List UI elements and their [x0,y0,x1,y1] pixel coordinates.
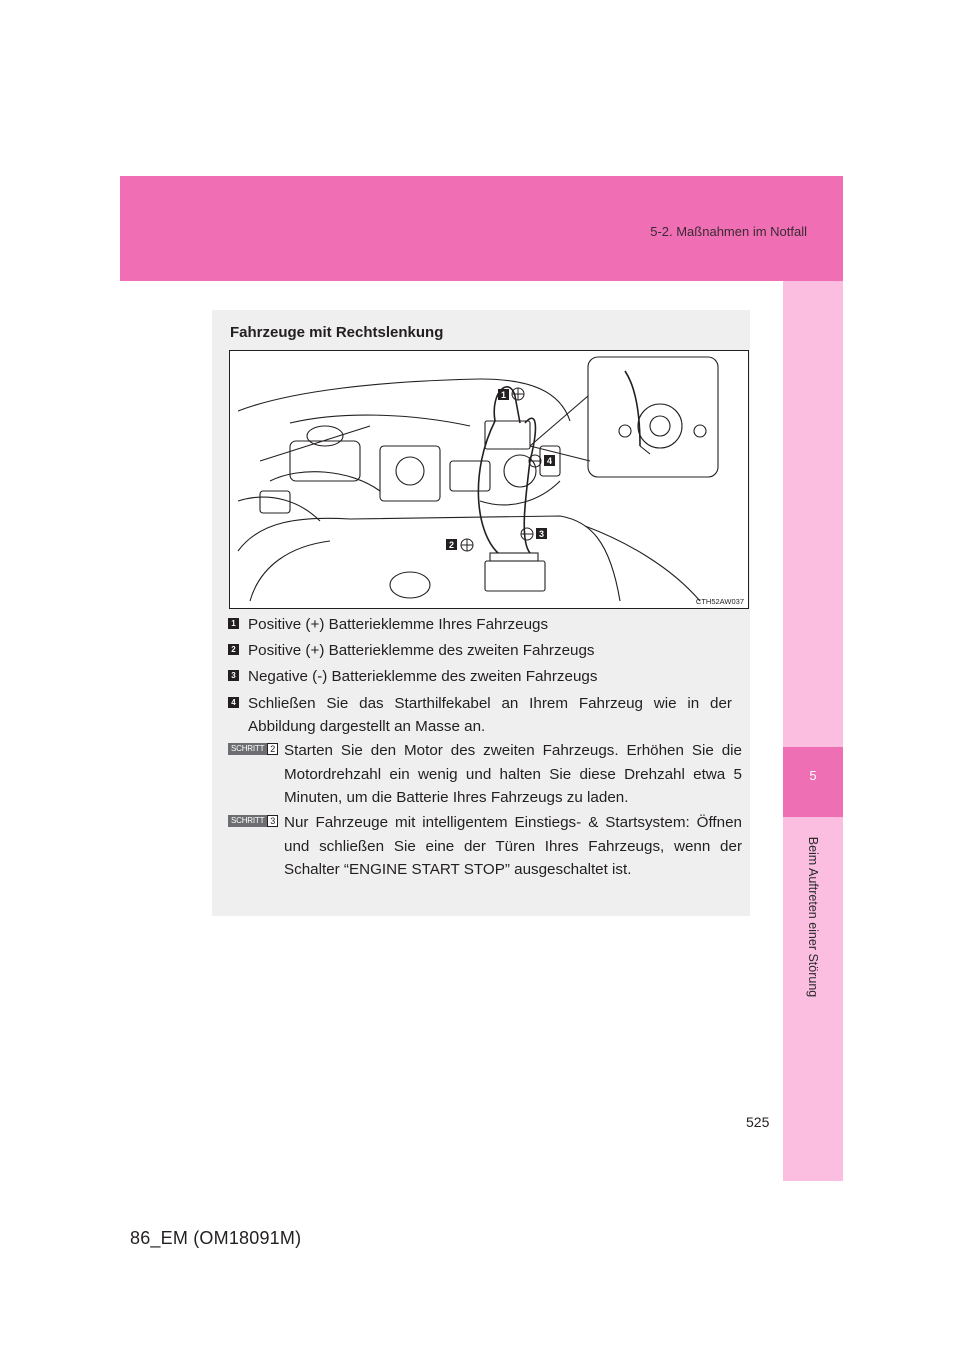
chapter-title: Beim Auftreten einer Störung [806,836,820,998]
section-title: 5-2. Maßnahmen im Notfall [650,224,807,239]
item-marker: 4 [228,697,239,708]
item-text: Negative (-) Batterieklemme des zweiten Fahrzeugs [248,668,598,685]
item-marker: 2 [228,644,239,655]
item-marker: 1 [228,618,239,629]
svg-text:3: 3 [538,529,545,539]
step-number: 2 [267,743,278,755]
chapter-number-box [783,747,843,817]
step-text: Starten Sie den Motor des zweiten Fahrzeugs. Erhöhen Sie die Motordrehzahl ein wenig und halten Sie diese Drehzahl etwa 5 Minuten, um die Batterie Ihres Fahrzeugs zu laden. [284,742,742,806]
illustration-code: CTH52AW037 [695,597,744,606]
step-badge [228,743,278,755]
engine-bay-illustration [229,350,749,609]
svg-text:2: 2 [448,540,455,550]
chapter-number: 5 [809,768,817,783]
chapter-side-tab [783,281,843,1181]
callout-2 [446,539,473,551]
step-text: Nur Fahrzeuge mit intelligentem Einstiegs- & Startsystem: Öffnen und schließen Sie eine der Türen Ihres Fahrzeugs, wenn der Schalter “ENGINE START STOP” ausgeschaltet ist. [284,814,742,878]
header-band [120,176,843,281]
callout-1 [498,388,524,400]
step-badge [228,815,278,827]
item-marker: 3 [228,670,239,681]
chapter-title-vertical [783,817,843,1017]
footer-code: 86_EM (OM18091M) [130,1228,302,1248]
content-box [212,310,750,916]
item-text: Positive (+) Batterieklemme des zweiten Fahrzeugs [248,642,595,659]
svg-text:4: 4 [546,456,553,466]
page-number: 525 [746,1114,770,1130]
engine-diagram [230,351,750,610]
svg-text:1: 1 [500,390,507,400]
step-label: SCHRITT [228,815,267,827]
item-text: Schließen Sie das Starthilfekabel an Ihrem Fahrzeug wie in der Abbildung dargestellt an Masse an. [248,695,732,735]
step-number: 3 [267,815,278,827]
step-label: SCHRITT [228,743,267,755]
box-heading: Fahrzeuge mit Rechtslenkung [230,324,444,341]
item-text: Positive (+) Batterieklemme Ihres Fahrzeugs [248,616,549,633]
callout-4 [529,455,555,467]
